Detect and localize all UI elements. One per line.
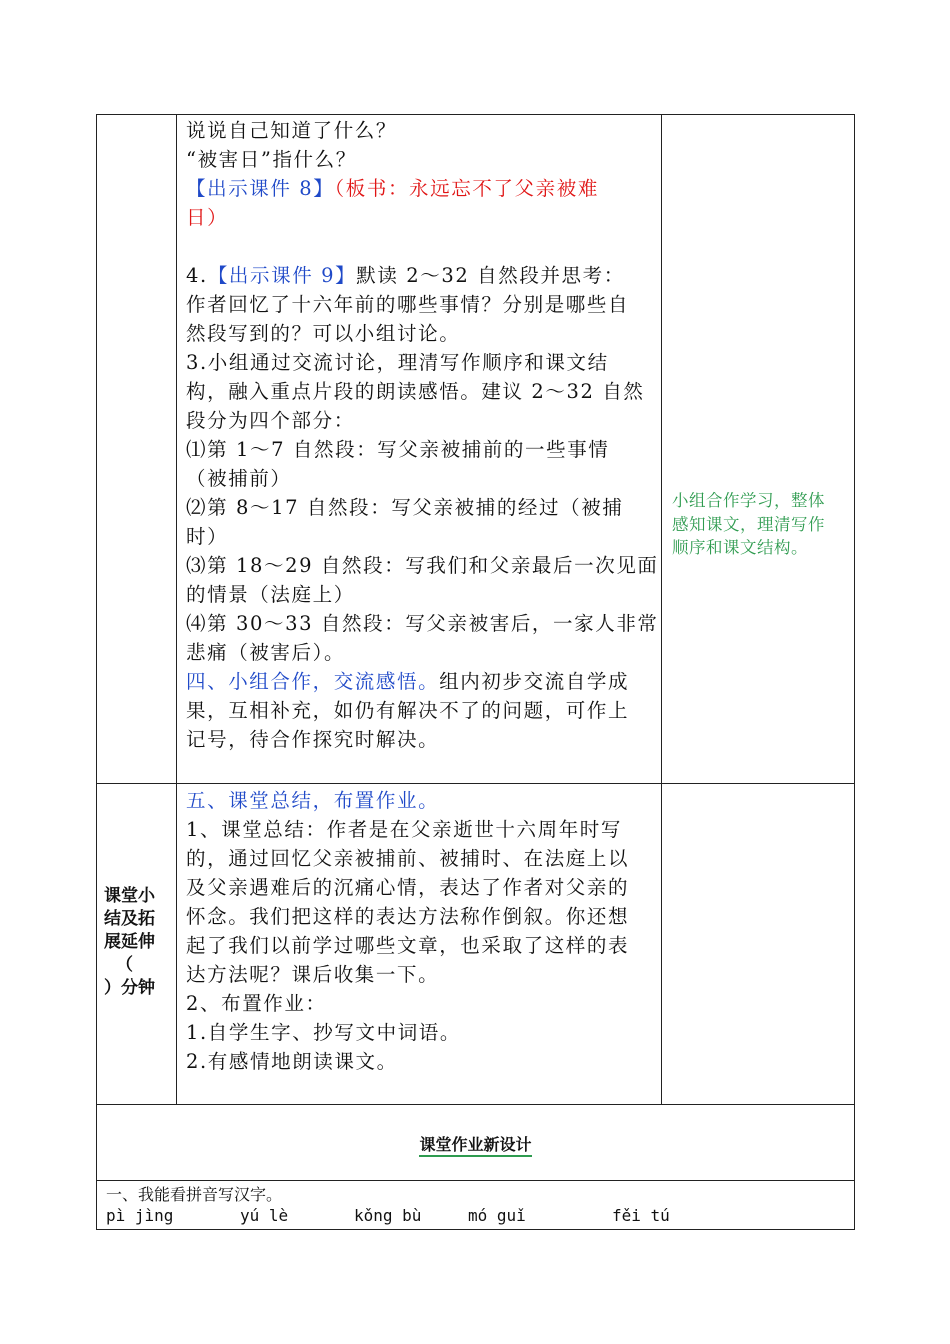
pinyin-item: kǒng bù [354,1206,422,1225]
column-divider-2 [661,114,662,1104]
text-segment: 的，通过回忆父亲被捕前、被捕时、在法庭上以 [186,847,630,870]
text-segment: 果，互相补充，如仍有解决不了的问题，可作上 [186,699,630,722]
row-divider-2 [96,1104,855,1105]
pinyin-item: fěi tú [612,1206,670,1225]
text-segment: 的情景（法庭上） [186,583,355,606]
text-line [186,290,629,319]
text-segment: 组内初步交流自学成 [439,670,630,693]
text-line [186,522,228,551]
text-segment: 1.自学生字、抄写文中词语。 [186,1021,462,1044]
text-line [186,435,609,464]
table-border-bottom [96,1229,855,1230]
text-segment: ⑴第 1～7 自然段：写父亲被捕前的一些事情 [186,438,610,461]
text-line [186,989,327,1018]
text-line [186,377,645,406]
text-segment: （被捕前） [186,467,292,490]
text-segment: 1、课堂总结：作者是在父亲逝世十六周年时写 [186,818,623,841]
text-segment: 默读 2～32 自然段并思考： [356,264,625,287]
text-segment: 及父亲遇难后的沉痛心情，表达了作者对父亲的 [186,876,630,899]
row-divider-3 [96,1180,855,1181]
homework-question-1 [106,1183,282,1207]
row2-label-cell [104,885,174,1000]
text-line [186,786,439,815]
question-text: 一、我能看拼音写汉字。 [106,1185,283,1204]
text-segment: 悲痛（被害后）。 [186,641,346,664]
homework-title-row [96,1132,855,1155]
text-line [186,609,659,638]
text-segment: 【出示课件 8】 [186,177,335,200]
text-segment: 构，融入重点片段的朗读感悟。建议 2～32 自然 [186,380,645,403]
text-segment: “被害日”指什么？ [186,148,357,171]
label-line: 展延伸 [104,932,155,952]
column-divider-1 [176,114,177,1104]
table-border-right [854,114,855,1230]
row2-content-cell [186,783,661,1103]
text-line [186,116,397,145]
text-line [186,319,460,348]
text-segment: 五、课堂总结，布置作业。 [186,789,440,812]
text-line [186,551,659,580]
text-line [186,873,629,902]
text-segment: ⑶第 18～29 自然段：写我们和父亲最后一次见面 [186,554,659,577]
row1-note-cell [672,490,852,561]
label-line: （ [116,955,133,975]
label-line: ）分钟 [104,978,155,998]
note-line: 小组合作学习，整体 [672,492,825,510]
text-line [186,667,629,696]
text-line [186,203,228,232]
text-segment: 作者回忆了十六年前的哪些事情？分别是哪些自 [186,293,630,316]
text-segment: 时） [186,525,229,548]
text-line [186,1047,398,1076]
text-segment: 记号，待合作探究时解决。 [186,728,440,751]
text-line [186,145,357,174]
text-line [186,348,609,377]
text-line [186,261,625,290]
text-line [186,696,629,725]
text-line [186,1018,461,1047]
text-segment: 起了我们以前学过哪些文章，也采取了这样的表 [186,934,630,957]
text-line [186,464,292,493]
text-segment: 4. [186,264,208,287]
text-line [186,493,623,522]
text-line [186,960,439,989]
text-line [186,174,599,203]
text-line [186,406,355,435]
text-segment: 日） [186,206,229,229]
text-segment: 2.有感情地朗读课文。 [186,1050,398,1073]
pinyin-item: mó guǐ [468,1206,526,1225]
text-line [186,815,622,844]
text-line [186,638,345,667]
text-segment: 然段写到的？可以小组讨论。 [186,322,461,345]
table-border-left [96,114,97,1230]
note-line: 顺序和课文结构。 [672,539,808,557]
homework-title: 课堂作业新设计 [419,1135,531,1157]
text-segment: ⑵第 8～17 自然段：写父亲被捕的经过（被捕 [186,496,624,519]
pinyin-item: pì jìng [106,1206,174,1225]
text-segment: 说说自己知道了什么？ [186,119,398,142]
text-segment: 段分为四个部分： [186,409,355,432]
text-segment: ⑷第 30～33 自然段：写父亲被害后，一家人非常 [186,612,659,635]
text-segment: 达方法呢？课后收集一下。 [186,963,440,986]
text-segment: （板书：永远忘不了父亲被难 [334,177,599,200]
text-segment: 怀念。我们把这样的表达方法称作倒叙。你还想 [186,905,630,928]
text-segment: 3.小组通过交流讨论，理清写作顺序和课文结 [186,351,609,374]
text-line [186,725,439,754]
text-line [186,580,355,609]
text-line [186,902,629,931]
note-line: 感知课文，理清写作 [672,515,825,534]
pinyin-item: yú lè [240,1206,289,1225]
label-line: 结及拓 [104,909,155,929]
text-line [186,931,629,960]
text-segment: 【出示课件 9】 [207,264,357,287]
label-line: 课堂小 [104,886,155,906]
text-line [186,844,629,873]
text-segment: 2、布置作业： [186,992,327,1015]
text-segment: 四、小组合作，交流感悟。 [186,670,440,693]
row1-content-cell [186,114,661,783]
